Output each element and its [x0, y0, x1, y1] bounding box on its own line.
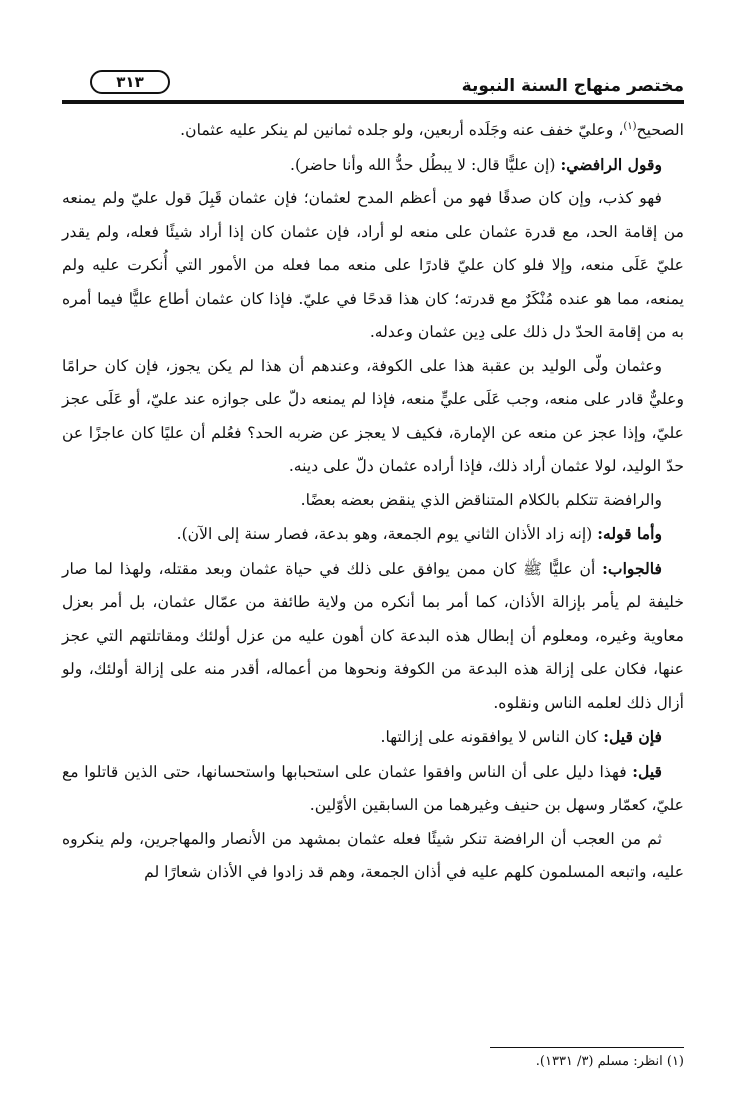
paragraph-6-text: (إنه زاد الأذان الثاني يوم الجمعة، وهو بدعة، فصار سنة إلى الآن).	[176, 525, 598, 544]
paragraph-8-lead: فإن قيل:	[603, 727, 662, 747]
main-text	[62, 110, 684, 890]
paragraph-1-rest: ، وعليّ خفف عنه وجَلَده أربعين، ولو جلده ثمانين لم ينكر عليه عثمان.	[180, 121, 624, 140]
paragraph-4: وعثمان ولّى الوليد بن عقبة هذا على الكوفة، وعندهم أن هذا لم يكن يجوز، فإن كان حرامًا وعليٌّ قادر على منعه، وجب عَلَى عليٍّ منعه، فإذا لم يمنعه دلّ على جوازه عند عليّ، أو عَلَى عجز عليّ، وإذا عجز عن منعه عن الإمارة، فكيف لا يعجز عن ضربه الحد؟ فعُلم أن عليًا كان عاجزًا عن حدّ الوليد، لولا عثمان أراد ذلك، فإذا أراده عثمان دلّ على دينه.	[62, 356, 684, 476]
book-title: مختصر منهاج السنة النبوية	[461, 76, 684, 96]
paragraph-1	[62, 110, 684, 148]
paragraph-7-text: أن عليًّا ﷺ كان ممن يوافق على ذلك في حياة عثمان وبعد مقتله، ولهذا لما صار خليفة لم يأمر بإزالة الأذان، كما أمر بما أنكره من ولاية طائفة من عمّال عثمان، بل أمر بعزل معاوية وغيره، ومعلوم أن إبطال هذه البدعة كان أهون عليه من عزل أولئك ومقاتلتهم التي عجز عنها، فكان على إزالة هذه البدعة من الكوفة ونحوها من أعماله، أقدر منه على إزالة أولئك، ولو أزال ذلك لعلمه الناس ونقلوه.	[62, 559, 684, 712]
paragraph-3: فهو كذب، وإن كان صدقًا فهو من أعظم المدح لعثمان؛ فإن عثمان قَبِلَ قول عليّ ولم يمنعه من إقامة الحد، مع قدرة عثمان على منعه لو أراد، فإن عثمان كان إذا أراد شيئًا فعله، ولم يقدر عليّ عَلَى منعه، وإلا فلو كان عليّ قادرًا على منعه مما فعله من الأمور التي أُنكرت عليه ولم يمنعه، مما هو عنده مُنْكَرٌ مع قدرته؛ كان هذا قدحًا في عليّ. فإذا كان عثمان أطاع عليًّا فيما أمره به من إقامة الحدّ دل ذلك على دِين عثمان وعدله.	[62, 189, 684, 342]
paragraph-7-lead: فالجواب:	[602, 558, 662, 578]
footnote-divider	[490, 1047, 684, 1048]
paragraph-9-text: فهذا دليل على أن الناس وافقوا عثمان على استحبابها واستحسانها، حتى الذين قاتلوا مع عليّ، كعمّار وسهل بن حنيف وغيرهما من السابقين الأوّلين.	[62, 762, 684, 815]
page-header	[62, 64, 684, 102]
page-number-badge: ٣١٣	[90, 70, 170, 94]
paragraph-5: والرافضة تتكلم بالكلام المتناقض الذي ينقض بعضه بعضًا.	[300, 490, 662, 509]
paragraph-6-lead: وأما قوله:	[597, 524, 662, 544]
paragraph-8	[62, 720, 684, 755]
paragraph-7	[62, 552, 684, 721]
paragraph-2	[62, 148, 684, 183]
footnote-ref: (١)	[623, 121, 637, 132]
paragraph-10: ثم من العجب أن الرافضة تنكر شيئًا فعله عثمان بمشهد من الأنصار والمهاجرين، ولم ينكروه عليه، واتبعه المسلمون كلهم عليه في أذان الجمعة، وهم قد زادوا في الأذان شعارًا لم	[62, 829, 684, 882]
paragraph-9-lead: قيل:	[632, 761, 662, 781]
paragraph-9	[62, 755, 684, 823]
paragraph-8-text: كان الناس لا يوافقونه على إزالتها.	[380, 728, 604, 747]
paragraph-1-start: الصحيح	[636, 121, 684, 140]
header-rule	[62, 100, 684, 104]
paragraph-6	[62, 517, 684, 552]
paragraph-2-lead: وقول الرافضي:	[560, 154, 662, 174]
footnote: (١) انظر: مسلم (٣/ ١٣٣١).	[535, 1054, 684, 1069]
paragraph-2-text: (إن عليًّا قال: لا يبطُل حدُّ الله وأنا حاضر).	[290, 155, 561, 174]
